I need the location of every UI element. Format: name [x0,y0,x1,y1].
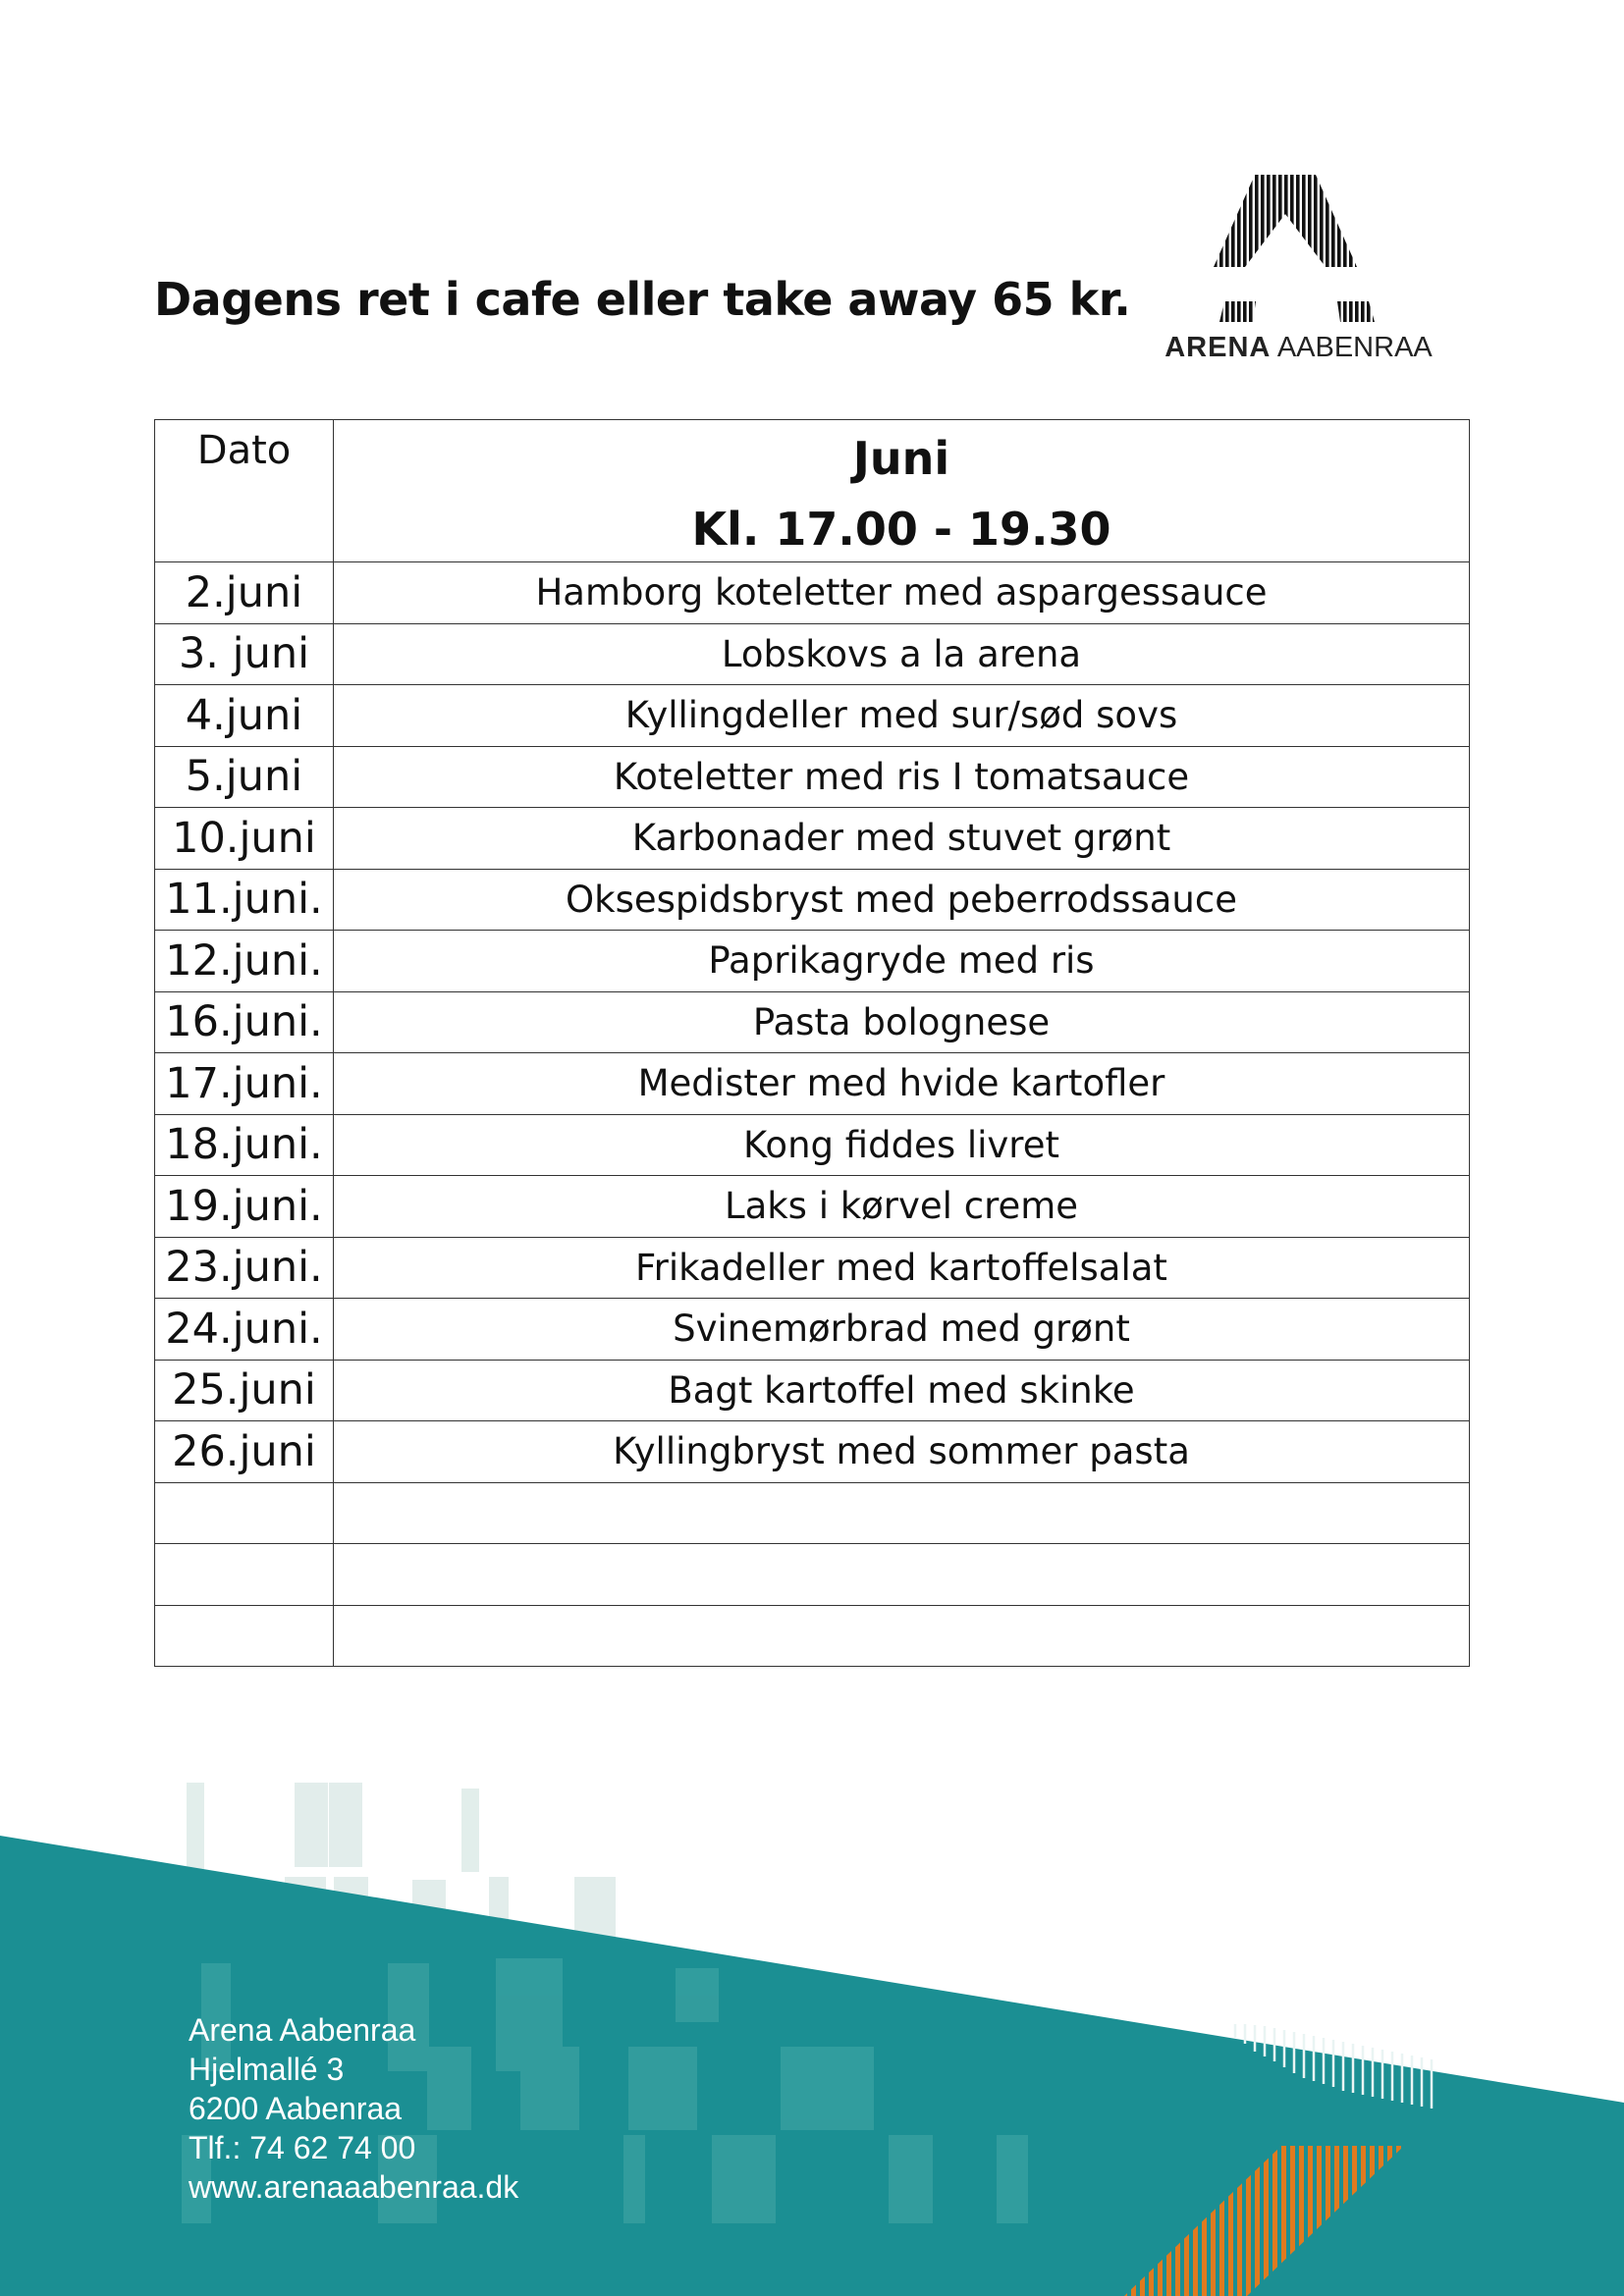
date-cell: 10.juni [155,808,334,870]
dish-cell: Lobskovs a la arena [334,623,1470,685]
date-cell: 2.juni [155,562,334,624]
table-row [155,1360,1470,1421]
date-cell: 17.juni. [155,1053,334,1115]
date-cell: 12.juni. [155,931,334,992]
menu-table-body [155,562,1470,1667]
date-column-header [155,420,334,562]
table-row [155,1237,1470,1299]
time-header-label: Kl. 17.00 - 19.30 [691,503,1111,556]
table-row [155,623,1470,685]
address-phone: Tlf.: 74 62 74 00 [189,2130,416,2165]
dish-cell: Koteletter med ris I tomatsauce [334,746,1470,808]
dish-cell: Kyllingdeller med sur/sød sovs [334,685,1470,747]
date-cell [155,1544,334,1606]
date-cell [155,1482,334,1544]
date-cell: 5.juni [155,746,334,808]
dish-cell: Laks i kørvel creme [334,1176,1470,1238]
table-row [155,746,1470,808]
table-row [155,1299,1470,1361]
dish-cell: Frikadeller med kartoffelsalat [334,1237,1470,1299]
table-row [155,1421,1470,1483]
dish-cell: Hamborg koteletter med aspargessauce [334,562,1470,624]
date-cell: 4.juni [155,685,334,747]
date-cell: 24.juni. [155,1299,334,1361]
page-title: Dagens ret i cafe eller take away 65 kr. [154,273,1131,326]
dish-cell: Kong fiddes livret [334,1114,1470,1176]
address-city: 6200 Aabenraa [189,2091,403,2126]
dish-cell [334,1544,1470,1606]
dish-cell: Bagt kartoffel med skinke [334,1360,1470,1421]
date-cell: 11.juni. [155,869,334,931]
dish-column-header [334,420,1470,562]
address-name: Arena Aabenraa [189,2012,416,2048]
dish-cell: Paprikagryde med ris [334,931,1470,992]
address-website[interactable]: www.arenaaabenraa.dk [189,2169,519,2205]
arena-a-icon [1149,167,1448,329]
table-row [155,1544,1470,1606]
date-cell: 26.juni [155,1421,334,1483]
logo-word-aabenraa: AABENRAA [1276,332,1433,363]
date-cell: 25.juni [155,1360,334,1421]
table-row [155,1605,1470,1667]
table-row [155,1053,1470,1115]
table-row [155,685,1470,747]
table-row [155,562,1470,624]
date-header-label: Dato [196,428,292,473]
date-cell [155,1605,334,1667]
month-header-label: Juni [852,432,950,485]
footer-address [189,2010,518,2207]
date-cell: 3. juni [155,623,334,685]
table-row [155,931,1470,992]
arena-aabenraa-logo [1149,167,1448,368]
dish-cell [334,1605,1470,1667]
table-row [155,1114,1470,1176]
dish-cell: Kyllingbryst med sommer pasta [334,1421,1470,1483]
menu-table [154,419,1470,1667]
table-row [155,869,1470,931]
table-row [155,991,1470,1053]
table-row [155,1176,1470,1238]
date-cell: 18.juni. [155,1114,334,1176]
table-row [155,1482,1470,1544]
table-row [155,808,1470,870]
dish-cell: Karbonader med stuvet grønt [334,808,1470,870]
logo-wordmark [1149,332,1448,364]
dish-cell: Pasta bolognese [334,991,1470,1053]
dish-cell: Medister med hvide kartofler [334,1053,1470,1115]
date-cell: 19.juni. [155,1176,334,1238]
dish-cell [334,1482,1470,1544]
table-header-row [155,420,1470,562]
dish-cell: Oksespidsbryst med peberrodssauce [334,869,1470,931]
date-cell: 16.juni. [155,991,334,1053]
dish-cell: Svinemørbrad med grønt [334,1299,1470,1361]
logo-word-arena: ARENA [1164,332,1272,363]
date-cell: 23.juni. [155,1237,334,1299]
address-street: Hjelmallé 3 [189,2052,345,2087]
